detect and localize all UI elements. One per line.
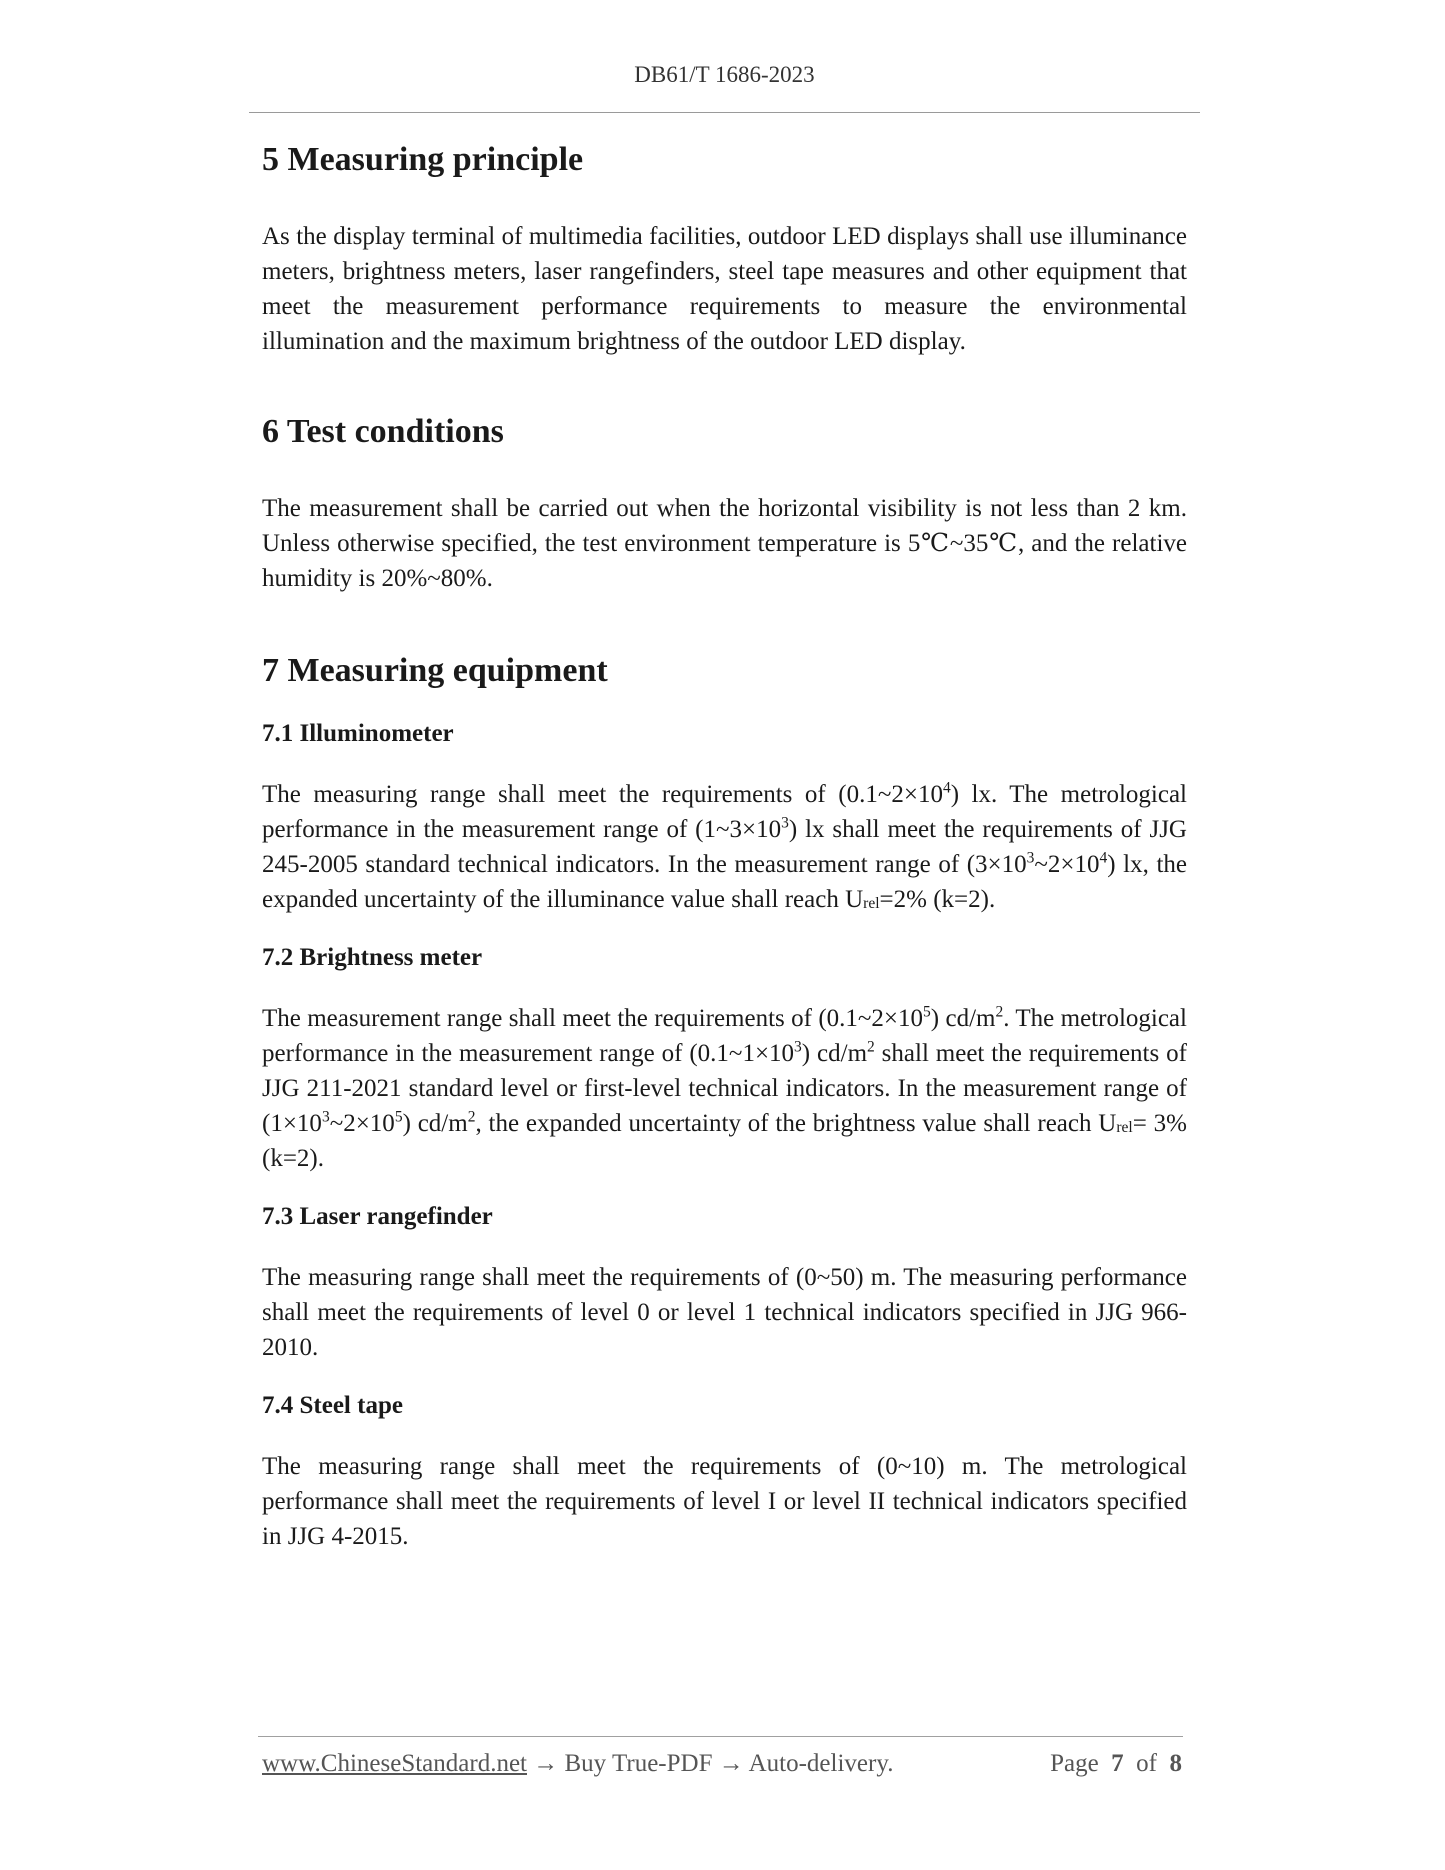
section-7-3-paragraph: The measuring range shall meet the requirements of (0~50) m. The measuring performance shall meet the requirements of level 0 or level 1 technical indicators specified in JJG 966-2010. — [262, 1264, 1187, 1362]
footer-promo-text: → Buy True-PDF → Auto-delivery. — [527, 1750, 894, 1777]
page-header: DB61/T 1686-2023 — [634, 62, 815, 87]
footer-promo — [262, 1750, 893, 1778]
section-7-2-heading: 7.2 Brightness meter — [262, 944, 483, 972]
section-5-paragraph: As the display terminal of multimedia facilities, outdoor LED displays shall use illuminance meters, brightness meters, laser rangefinders, steel tape measures and other equipment that meet the measurement performance requirements to measure the environmental illumination and the maximum brightness of the outdoor LED display. — [262, 222, 1187, 355]
section-7-4-paragraph: The measuring range shall meet the requirements of (0~10) m. The metrological performance shall meet the requirements of level I or level II technical indicators specified in JJG 4-2015. — [262, 1453, 1187, 1551]
site-link[interactable]: www.ChineseStandard.net — [262, 1750, 527, 1777]
section-7-1-heading: 7.1 Illuminometer — [262, 720, 454, 748]
section-6-paragraph: The measurement shall be carried out when the horizontal visibility is not less than 2 km. Unless otherwise specified, the test environment temperature is 5℃~35℃, and the relative humidity is 20%~80%. — [262, 494, 1187, 592]
section-5-heading: 5 Measuring principle — [262, 141, 584, 178]
section-6-heading: 6 Test conditions — [262, 412, 504, 450]
section-7-2-paragraph: The measurement range shall meet the requirements of $(0.1\sim 2\times 10^5)$ $cd/m^2$. The metrological performance in the measurement range of $(0.1\sim 1\times 10^3)$ $cd/m^2$ shall meet the requirements of JJG 211-2021 standard level or first-level technical indicators. In the measurement range of $(1\times 10^3\sim 2\times 10^5)$ $cd/m^2$, the expanded uncertainty of the brightness value shall reach $U_{rel}= 3\%$ (k=2). — [262, 1004, 1187, 1173]
page-content — [262, 140, 1187, 1554]
section-7-3-heading: 7.3 Laser rangefinder — [262, 1203, 493, 1231]
total-page-count: 8 — [1169, 1750, 1182, 1777]
section-7-1-paragraph: The measuring range shall meet the requirements of $(0.1\sim 2\times 10^4)$ lx. The metrological performance in the measurement range of $(1\sim 3\times 10^3)$ lx shall meet the requirements of JJG 245-2005 standard technical indicators. In the measurement range of $(3\times 10^3\sim 2\times 10^4)$ lx, the expanded uncertainty of the illuminance value shall reach $U_{rel}=2\%$ (k=2). — [262, 780, 1187, 914]
current-page-number: 7 — [1111, 1750, 1124, 1777]
header-divider — [249, 112, 1200, 113]
section-7-heading: 7 Measuring equipment — [262, 651, 608, 689]
footer-divider — [258, 1736, 1183, 1737]
section-7-4-heading: 7.4 Steel tape — [262, 1392, 403, 1420]
page-indicator: Page 7 of 8 — [1050, 1750, 1182, 1777]
